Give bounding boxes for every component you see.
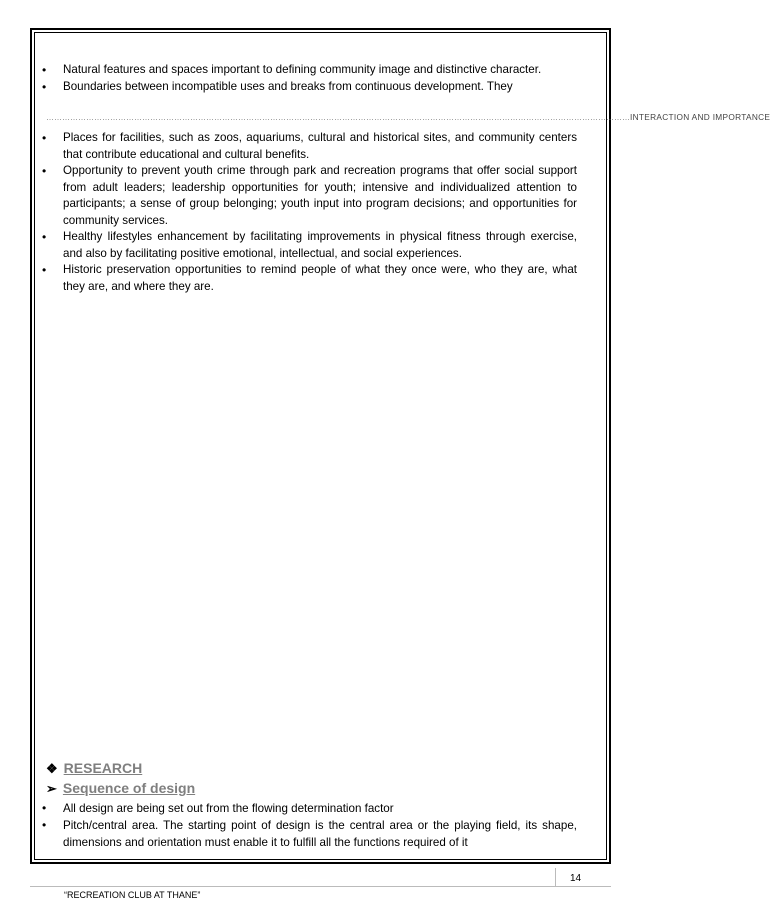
list-item: • Historic preservation opportunities to remind people of what they once were, who they are, what they are, and where they are. [42, 262, 577, 295]
research-heading-text: RESEARCH [63, 760, 143, 776]
research-heading [46, 760, 142, 777]
list-item: • Opportunity to prevent youth crime through park and recreation programs that offer social support from adult leaders; leadership opportunities for youth; intensive and individualized attention to participants; a sense of group belonging; youth input into program decisions; and opportunities for community services. [42, 163, 577, 229]
diamond-bullet-icon: ❖ [46, 761, 58, 776]
list-item: • All design are being set out from the flowing determination factor [42, 800, 577, 817]
page-number: 14 [570, 873, 582, 884]
list-item: • Places for facilities, such as zoos, aquariums, cultural and historical sites, and community centers that contribute educational and cultural benefits. [42, 130, 577, 163]
list-item-clipped: • Boundaries between incompatible uses and breaks from continuous development. They [42, 79, 577, 92]
footer-rule [30, 886, 611, 887]
list-item: • Healthy lifestyles enhancement by facilitating improvements in physical fitness through exercise, and also by facilitating positive emotional, intellectual, and social experiences. [42, 229, 577, 262]
pointer-hand-icon: ➢ [46, 781, 57, 796]
page-number-divider [555, 868, 612, 886]
footer-title: “RECREATION CLUB AT THANE” [64, 890, 201, 900]
sequence-heading-text: Sequence of design [62, 780, 196, 796]
list-item: • Pitch/central area. The starting point of design is the central area or the playing field, its shape, dimensions and orientation must enable it to fulfill all the functions required of it [42, 817, 577, 851]
bullet-list-research [42, 800, 577, 851]
list-item: • Natural features and spaces important to defining community image and distinctive character. [42, 62, 577, 79]
running-header [46, 110, 770, 125]
header-section-title: INTERACTION AND IMPORTANCE [630, 112, 770, 122]
header-dot-leader: ………………………………………………………………………………………………………………………………………………………………………………………………… [46, 113, 630, 122]
bullet-list-top [42, 62, 577, 92]
sequence-heading [46, 780, 195, 797]
bullet-list-main [42, 130, 577, 295]
